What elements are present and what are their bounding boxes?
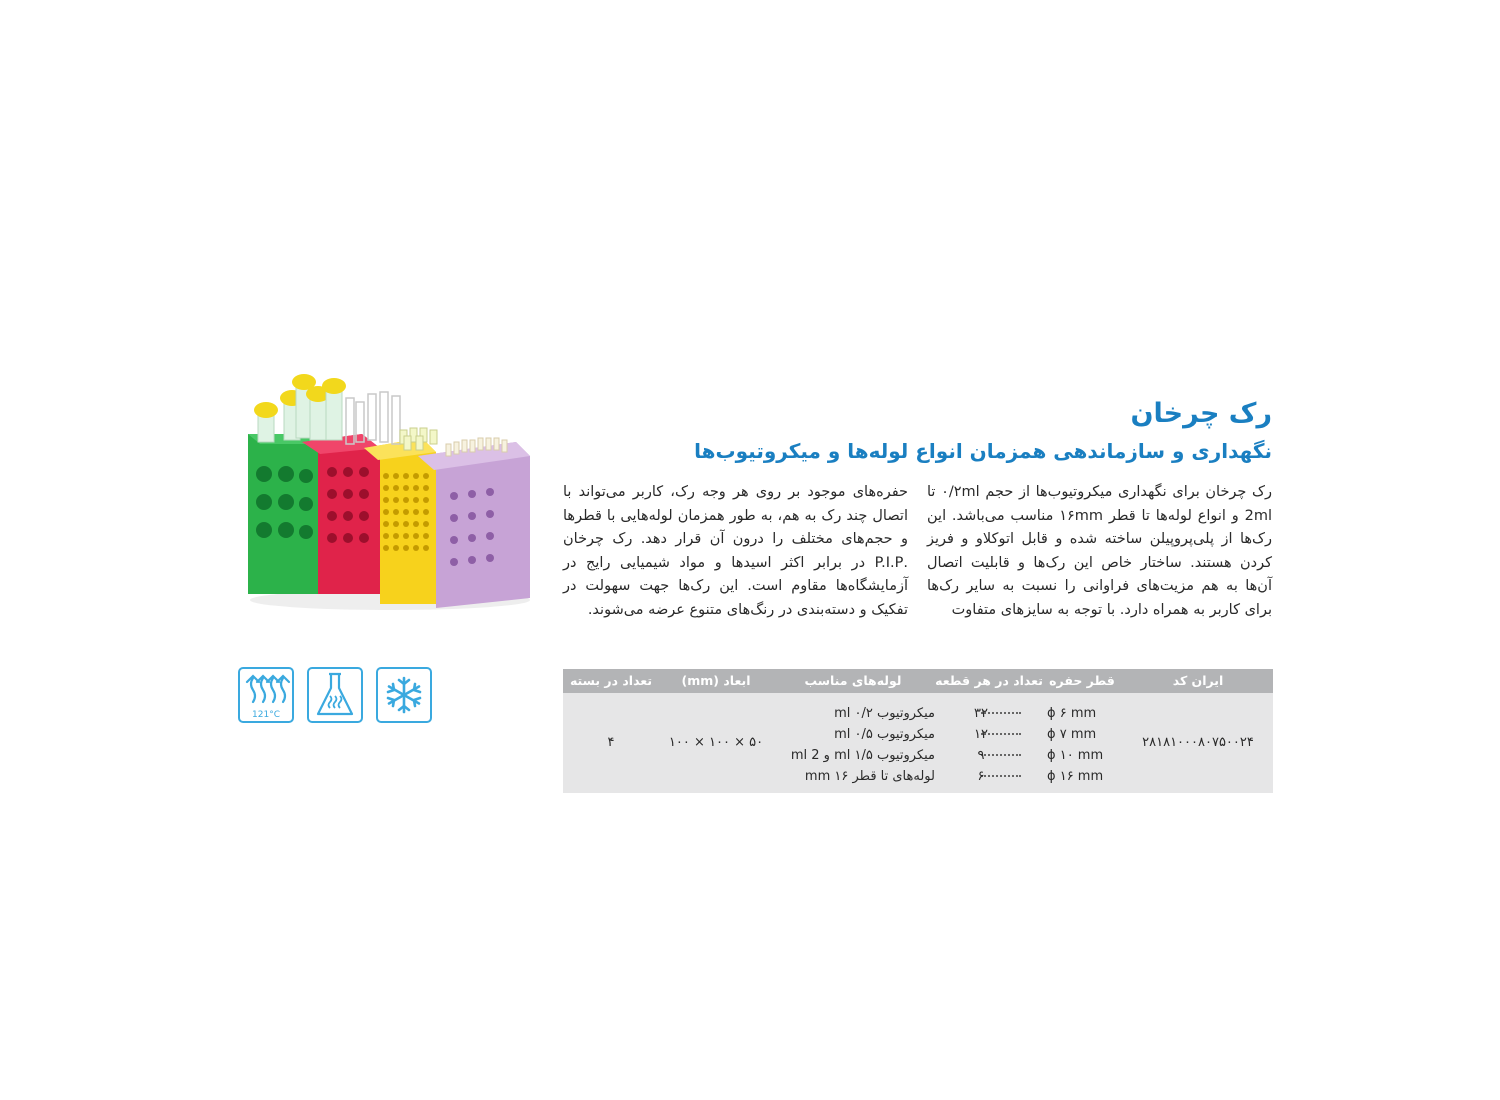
hole-diameter-item: ϕ ۱۰ mm <box>1047 748 1104 763</box>
autoclave-temperature-label: 121°C <box>252 710 280 720</box>
product-image <box>240 372 540 622</box>
freezer-icon <box>376 667 432 723</box>
spec-table-header <box>563 669 1273 693</box>
header-suitable-tubes: لوله‌های مناسب <box>804 673 902 688</box>
header-dimensions: ابعاد (mm) <box>681 673 751 688</box>
suitable-tube-item: میکروتیوب ۰/۵ ml <box>834 727 935 742</box>
count-item: ۱۲ <box>974 727 988 742</box>
spec-table <box>563 669 1273 793</box>
cell-code: ۲۸۱۸۱۰۰۰۸۰۷۵۰۰۲۴ <box>1142 735 1254 750</box>
product-subtitle: نگهداری و سازماندهی همزمان انواع لوله‌ها و میکروتیوب‌ها <box>694 439 1272 463</box>
suitable-tube-item: میکروتیوب ۰/۲ ml <box>834 706 935 721</box>
description-left: حفره‌های موجود بر روی هر وجه رک، کاربر می‌تواند با اتصال چند رک به هم، به طور همزمان لوله‌هایی با قطرها و حجم‌های مختلف را درون آن قرار دهد. رک چرخان .P.I.P در برابر اکثر اسیدها و مواد شیمیایی رایج در آزمایشگاه‌ها مقاوم است. این رک‌ها جهت سهولت در تفکیک و دسته‌بندی در رنگ‌های متنوع عرضه می‌شوند. <box>563 484 908 618</box>
cell-suitable-tubes <box>761 703 935 787</box>
cell-dimensions: ۵۰ × ۱۰۰ × ۱۰۰ <box>668 735 764 750</box>
cell-counts <box>963 703 999 787</box>
header-count-per-piece: تعداد در هر قطعه <box>935 673 1043 688</box>
feature-icons <box>238 667 432 723</box>
header-pack-quantity: تعداد در بسته <box>569 673 653 688</box>
rack-illustration <box>240 372 540 622</box>
description-right: رک چرخان برای نگهداری میکروتیوب‌ها از حجم ۰/۲ml تا 2ml و انواع لوله‌ها تا قطر ۱۶mm مناسب می‌باشد. این رک‌ها از پلی‌پروپیلن ساخته شده و قابل اتوکلاو و فریز کردن هستند. ساختار خاص این رک‌ها و قابلیت اتصال آن‌ها به هم مزیت‌های فراوانی را نسبت به سایر رک‌ها برای کاربر به همراه دارد. با توجه به سایزهای متفاوت <box>927 484 1272 618</box>
header-code: ایران کد <box>1172 673 1224 688</box>
hole-diameter-item: ϕ ۷ mm <box>1047 727 1097 742</box>
autoclave-icon <box>238 667 294 723</box>
count-item: ۳۲ <box>974 706 988 721</box>
cell-hole-diameters <box>1047 703 1117 787</box>
chemical-resistant-icon <box>307 667 363 723</box>
suitable-tube-item: لوله‌های تا قطر ۱۶ mm <box>804 769 935 784</box>
hole-diameter-item: ϕ ۶ mm <box>1047 706 1097 721</box>
product-title: رک چرخان <box>1130 398 1272 429</box>
header-hole-diameter: قطر حفره <box>1049 673 1115 688</box>
count-item: ۹ <box>977 748 985 763</box>
cell-pack-quantity: ۴ <box>607 735 615 750</box>
hole-diameter-item: ϕ ۱۶ mm <box>1047 769 1104 784</box>
count-item: ۶ <box>977 769 985 784</box>
suitable-tube-item: میکروتیوب ۱/۵ ml و 2 ml <box>790 748 935 763</box>
